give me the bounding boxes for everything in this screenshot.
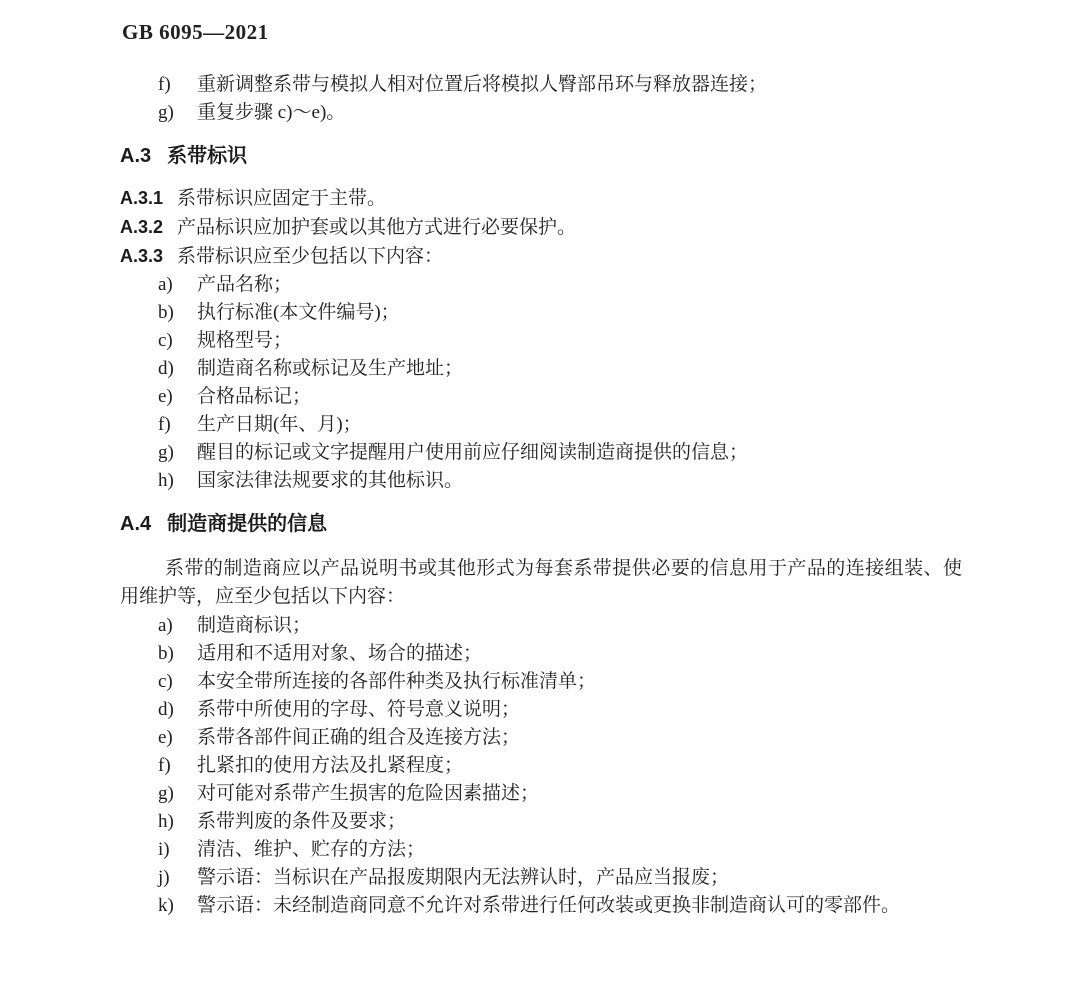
manufacturer-info-list xyxy=(0,612,1080,920)
list-item xyxy=(158,780,1080,808)
list-item-text: 本安全带所连接的各部件种类及执行标准清单； xyxy=(197,671,597,692)
list-item-text: 生产日期(年、月)； xyxy=(197,414,362,435)
list-item-text: 对可能对系带产生损害的危险因素描述； xyxy=(197,783,540,804)
list-item-label: h) xyxy=(158,470,174,491)
list-item-text: 醒目的标记或文字提醒用户使用前应仔细阅读制造商提供的信息； xyxy=(197,442,749,463)
section-number: A.4 xyxy=(120,513,152,535)
clause-a3-3 xyxy=(120,242,1080,271)
clause-text: 系带标识应至少包括以下内容： xyxy=(177,246,444,267)
list-item-label: d) xyxy=(158,699,174,720)
list-item xyxy=(158,640,1080,668)
list-item-label: h) xyxy=(158,811,174,832)
list-item-text: 执行标准(本文件编号)； xyxy=(197,302,400,323)
list-item-text: 系带中所使用的字母、符号意义说明； xyxy=(197,699,521,720)
list-item-label: k) xyxy=(158,895,174,916)
list-item xyxy=(158,864,1080,892)
list-item-label: c) xyxy=(158,330,173,351)
list-item-label: g) xyxy=(158,102,174,123)
list-item xyxy=(158,724,1080,752)
list-item xyxy=(158,439,1080,467)
section-a4-paragraph: 系带的制造商应以产品说明书或其他形式为每套系带提供必要的信息用于产品的连接组装、使用维护等，应至少包括以下内容： xyxy=(120,558,962,607)
list-item xyxy=(158,808,1080,836)
section-number: A.3 xyxy=(120,145,152,167)
list-item-label: g) xyxy=(158,783,174,804)
list-item-label: c) xyxy=(158,671,173,692)
list-item xyxy=(158,383,1080,411)
clause-a3-1 xyxy=(120,184,1080,213)
list-item-text: 重复步骤 c)～e)。 xyxy=(197,102,346,123)
list-item-text: 系带判废的条件及要求； xyxy=(197,811,407,832)
clause-number: A.3.2 xyxy=(120,217,164,237)
list-item xyxy=(158,99,1080,127)
clause-number: A.3.3 xyxy=(120,246,164,266)
list-item-text: 制造商标识； xyxy=(197,615,312,636)
list-item-text: 国家法律法规要求的其他标识。 xyxy=(197,470,464,491)
list-item-label: j) xyxy=(158,867,170,888)
list-item-label: f) xyxy=(158,74,171,95)
list-item-label: e) xyxy=(158,727,173,748)
list-item xyxy=(158,355,1080,383)
section-title: 制造商提供的信息 xyxy=(167,513,328,535)
standard-number: GB 6095—2021 xyxy=(122,20,269,44)
list-item-text: 扎紧扣的使用方法及扎紧程度； xyxy=(197,755,464,776)
section-heading-a4 xyxy=(120,510,1080,538)
section-title: 系带标识 xyxy=(167,145,248,167)
marking-items-list xyxy=(0,271,1080,495)
list-item-text: 产品名称； xyxy=(197,274,293,295)
list-item-label: i) xyxy=(158,839,170,860)
list-item xyxy=(158,271,1080,299)
list-item-label: f) xyxy=(158,414,171,435)
list-item-text: 清洁、维护、贮存的方法； xyxy=(197,839,426,860)
list-item-label: e) xyxy=(158,386,173,407)
list-item xyxy=(158,327,1080,355)
list-item-label: a) xyxy=(158,615,173,636)
list-item-text: 重新调整系带与模拟人相对位置后将模拟人臀部吊环与释放器连接； xyxy=(197,74,768,95)
list-item-text: 适用和不适用对象、场合的描述； xyxy=(197,643,483,664)
list-item xyxy=(158,668,1080,696)
list-item-text: 系带各部件间正确的组合及连接方法； xyxy=(197,727,521,748)
list-item xyxy=(158,612,1080,640)
clause-text: 产品标识应加护套或以其他方式进行必要保护。 xyxy=(177,217,577,238)
list-item-text: 警示语：当标识在产品报废期限内无法辨认时，产品应当报废； xyxy=(197,867,730,888)
list-item-label: a) xyxy=(158,274,173,295)
list-item xyxy=(158,892,1080,920)
procedure-steps-list xyxy=(0,71,1080,127)
list-item xyxy=(158,71,1080,99)
list-item xyxy=(158,836,1080,864)
list-item-text: 警示语：未经制造商同意不允许对系带进行任何改装或更换非制造商认可的零部件。 xyxy=(197,895,901,916)
clause-text: 系带标识应固定于主带。 xyxy=(177,188,387,209)
list-item xyxy=(158,411,1080,439)
list-item-label: g) xyxy=(158,442,174,463)
list-item xyxy=(158,696,1080,724)
list-item-text: 规格型号； xyxy=(197,330,293,351)
list-item-label: b) xyxy=(158,302,174,323)
clause-a3-2 xyxy=(120,213,1080,242)
list-item xyxy=(158,299,1080,327)
list-item-text: 合格品标记； xyxy=(197,386,312,407)
list-item-label: b) xyxy=(158,643,174,664)
section-heading-a3 xyxy=(120,142,1080,170)
list-item xyxy=(158,467,1080,495)
clause-number: A.3.1 xyxy=(120,188,164,208)
list-item xyxy=(158,752,1080,780)
list-item-label: f) xyxy=(158,755,171,776)
list-item-text: 制造商名称或标记及生产地址； xyxy=(197,358,464,379)
list-item-label: d) xyxy=(158,358,174,379)
